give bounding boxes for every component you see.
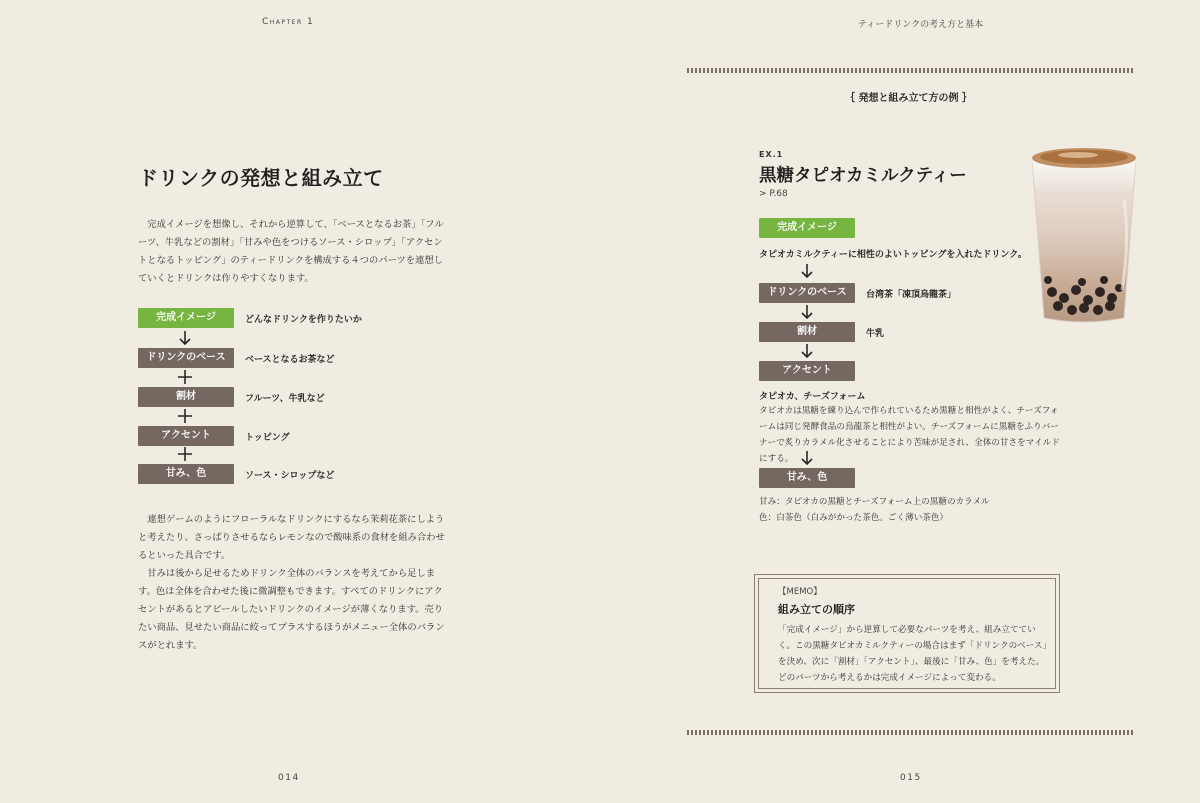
flow-note-accent: トッピング xyxy=(245,433,290,443)
section-header: ティードリンクの考え方と基本 xyxy=(858,20,984,30)
flow-note-image: どんなドリンクを作りたいか xyxy=(245,315,362,325)
ex-accent-desc: タピオカは黒糖を練り込んで作られているため黒糖と相性がよく、チーズフォームは同じ発酵食品の烏龍茶と相性がよい。チーズフォームに黒糖をふりバーナーで炙りカラメル化させることにより苦味が足され、全体の甘さをマイルドにする。 xyxy=(759,406,1060,464)
ex-accent-sub: タピオカ、チーズフォーム xyxy=(759,392,866,402)
flow-tag-image: 完成イメージ xyxy=(138,308,234,328)
ex-tag-base: ドリンクのベース xyxy=(759,283,855,303)
arrow-down-icon xyxy=(800,304,814,320)
ex-note-base: 台湾茶「凍頂烏龍茶」 xyxy=(866,290,957,300)
flow-tag-wari: 割材 xyxy=(138,387,234,407)
flow-note-wari: フルーツ、牛乳など xyxy=(245,394,325,404)
ex-note-wari: 牛乳 xyxy=(866,329,885,339)
ex-tag-wari: 割材 xyxy=(759,322,855,342)
page-title: ドリンクの発想と組み立て xyxy=(138,166,384,190)
arrow-down-icon xyxy=(178,330,192,346)
plus-icon xyxy=(177,446,193,466)
page-reference: > P.68 xyxy=(759,189,788,199)
flow-tag-base: ドリンクのベース xyxy=(138,348,234,368)
page-number-right: 015 xyxy=(900,773,922,783)
arrow-down-icon xyxy=(800,263,814,279)
page-number-left: 014 xyxy=(278,773,300,783)
body-text-2: 甘みは後から足せるためドリンク全体のバランスを考えてから足します。色は全体を合わせた後に微調整もできます。すべてのドリンクにアクセントがあるとアピールしたいドリンクのイメージが薄くなります。売りたい商品、見せたい商品に絞ってプラスするほうがメニュー全体のバランスがとれます。 xyxy=(138,568,445,651)
memo-text: 「完成イメージ」から逆算して必要なパーツを考え、組み立てていく。この黒糖タピオカミルクティーの場合はまず「ドリンクのベース」を決め、次に「割材」「アクセント」、最後に「甘み、色」を考えた。どのパーツから考えるかは完成イメージによって変わる。 xyxy=(778,625,1047,683)
ex-sweet-line1: 甘み：タピオカの黒糖とチーズフォーム上の黒糖のカラメル xyxy=(759,497,990,507)
body-paragraphs xyxy=(138,511,446,655)
arrow-down-icon xyxy=(800,343,814,359)
ex-image-desc: タピオカミルクティーに相性のよいトッピングを入れたドリンク。 xyxy=(759,250,1027,260)
flow-tag-sweet: 甘み、色 xyxy=(138,464,234,484)
flow-note-sweet: ソース・シロップなど xyxy=(245,471,335,481)
example-label: EX.1 xyxy=(759,150,784,159)
ex-sweet-line2: 色：白茶色（白みがかった茶色。ごく薄い茶色） xyxy=(759,513,949,523)
body-text-1: 連想ゲームのようにフローラルなドリンクにするなら茉莉花茶にしようと考えたり、さっぱりさせるならレモンなので酸味系の食材を組み合わせるといった具合です。 xyxy=(138,514,445,561)
ex-tag-sweet: 甘み、色 xyxy=(759,468,855,488)
intro-paragraph xyxy=(138,216,446,288)
section-title: ｛ 発想と組み立て方の例 ｝ xyxy=(845,93,972,104)
memo-title: 組み立ての順序 xyxy=(778,603,855,616)
dotted-divider-top xyxy=(687,68,1134,73)
milk-tea-photo xyxy=(1018,140,1150,330)
ex-tag-image: 完成イメージ xyxy=(759,218,855,238)
memo-label: 【MEMO】 xyxy=(778,587,822,597)
plus-icon xyxy=(177,408,193,428)
ex-tag-accent: アクセント xyxy=(759,361,855,381)
arrow-down-icon xyxy=(800,450,814,466)
example-title: 黒糖タピオカミルクティー xyxy=(759,166,967,186)
dotted-divider-bottom xyxy=(687,730,1134,735)
flow-tag-accent: アクセント xyxy=(138,426,234,446)
chapter-header: Chapter 1 xyxy=(262,17,315,27)
intro-text: 完成イメージを想像し、それから逆算して、「ベースとなるお茶」「フルーツ、牛乳などの割材」「甘みや色をつけるソース・シロップ」「アクセントとなるトッピング」のティードリンクを構成する４つのパーツを連想していくとドリンクは作りやすくなります。 xyxy=(138,219,444,284)
flow-note-base: ベースとなるお茶など xyxy=(245,355,335,365)
plus-icon xyxy=(177,369,193,389)
